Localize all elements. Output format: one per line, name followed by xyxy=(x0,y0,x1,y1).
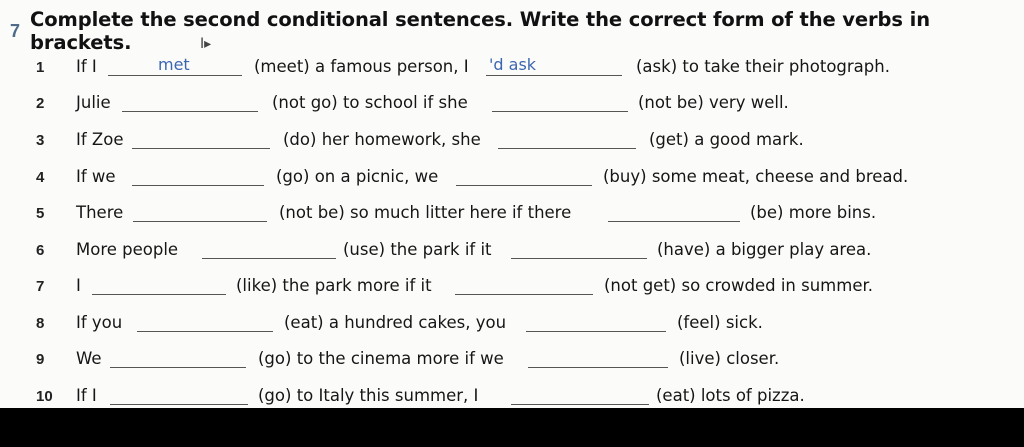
sentence-row-3 xyxy=(0,128,1024,156)
sentence-row-9 xyxy=(0,347,1024,375)
sentence-row-5 xyxy=(0,201,1024,229)
sentence-part-b: (go) on a picnic, we xyxy=(276,167,439,186)
answer-blank-2[interactable] xyxy=(498,148,636,149)
answer-blank-2[interactable] xyxy=(608,221,740,222)
answer-blank-1[interactable] xyxy=(108,75,242,76)
sentence-part-b: (not be) so much litter here if there xyxy=(279,203,572,222)
sentence-row-8 xyxy=(0,311,1024,339)
item-number: 2 xyxy=(36,95,45,112)
sentence-part-a: Julie xyxy=(76,93,111,112)
sentence-part-a: If I xyxy=(76,57,97,76)
answer-blank-2[interactable] xyxy=(456,185,592,186)
item-number: 3 xyxy=(36,132,45,149)
answer-blank-2[interactable] xyxy=(486,75,622,76)
sentence-row-1 xyxy=(0,55,1024,83)
item-number: 6 xyxy=(36,242,45,259)
answer-blank-2[interactable] xyxy=(511,258,647,259)
sentence-part-c: (be) more bins. xyxy=(750,203,877,222)
sentence-part-a: There xyxy=(76,203,124,222)
answer-blank-2[interactable] xyxy=(528,367,668,368)
sentence-part-a: More people xyxy=(76,240,179,259)
sentence-part-c: (buy) some meat, cheese and bread. xyxy=(603,167,909,186)
answer-blank-2[interactable] xyxy=(526,331,666,332)
answer-blank-1[interactable] xyxy=(202,258,336,259)
answer-blank-1[interactable] xyxy=(137,331,273,332)
answer-blank-2[interactable] xyxy=(492,111,628,112)
exercise-title: Complete the second conditional sentences. Write the correct form of the verbs in brackets. xyxy=(30,8,930,54)
sentence-part-c: (live) closer. xyxy=(679,349,780,368)
sentence-part-c: (ask) to take their photograph. xyxy=(636,57,890,76)
answer-blank-1[interactable] xyxy=(122,111,258,112)
item-number: 5 xyxy=(36,205,45,222)
sentence-part-b: (go) to Italy this summer, I xyxy=(258,386,479,405)
sentence-part-b: (do) her homework, she xyxy=(283,130,481,149)
sentence-part-c: (eat) lots of pizza. xyxy=(656,386,805,405)
bottom-black-bar xyxy=(0,408,1024,447)
sentence-part-c: (not be) very well. xyxy=(638,93,789,112)
answer-blank-1[interactable] xyxy=(133,221,267,222)
sentence-part-c: (feel) sick. xyxy=(677,313,763,332)
sentence-part-c: (have) a bigger play area. xyxy=(657,240,872,259)
sentence-row-6 xyxy=(0,238,1024,266)
sentence-part-a: I xyxy=(76,276,81,295)
answer-blank-2[interactable] xyxy=(455,294,593,295)
sentence-part-b: (not go) to school if she xyxy=(272,93,468,112)
answer-blank-2[interactable] xyxy=(511,404,649,405)
item-number: 4 xyxy=(36,169,45,186)
sentence-part-a: We xyxy=(76,349,102,368)
answer-text-1: met xyxy=(158,55,190,74)
answer-blank-1[interactable] xyxy=(110,404,248,405)
sentence-part-b: (like) the park more if it xyxy=(236,276,432,295)
answer-blank-1[interactable] xyxy=(110,367,246,368)
sentence-row-10 xyxy=(0,384,1024,408)
sentence-part-c: (get) a good mark. xyxy=(649,130,804,149)
item-number: 9 xyxy=(36,351,45,368)
sentence-part-b: (use) the park if it xyxy=(343,240,492,259)
sentence-part-a: If you xyxy=(76,313,123,332)
sentence-part-b: (go) to the cinema more if we xyxy=(258,349,504,368)
item-number: 8 xyxy=(36,315,45,332)
sentence-part-b: (meet) a famous person, I xyxy=(254,57,469,76)
answer-blank-1[interactable] xyxy=(132,148,270,149)
sentence-part-c: (not get) so crowded in summer. xyxy=(604,276,873,295)
item-number: 10 xyxy=(36,388,53,405)
answer-blank-1[interactable] xyxy=(92,294,226,295)
sentence-row-2 xyxy=(0,91,1024,119)
sentence-part-a: If we xyxy=(76,167,116,186)
answer-text-2: 'd ask xyxy=(489,55,537,74)
sentence-row-7 xyxy=(0,274,1024,302)
exercise-number: 7 xyxy=(10,20,21,41)
item-number: 7 xyxy=(36,278,45,295)
sentence-row-4 xyxy=(0,165,1024,193)
item-number: 1 xyxy=(36,59,45,76)
text-cursor-icon: I▸ xyxy=(200,36,212,52)
exercise-header xyxy=(10,8,1024,54)
answer-blank-1[interactable] xyxy=(132,185,264,186)
sentence-part-a: If Zoe xyxy=(76,130,124,149)
sentence-part-a: If I xyxy=(76,386,97,405)
sentence-part-b: (eat) a hundred cakes, you xyxy=(284,313,507,332)
